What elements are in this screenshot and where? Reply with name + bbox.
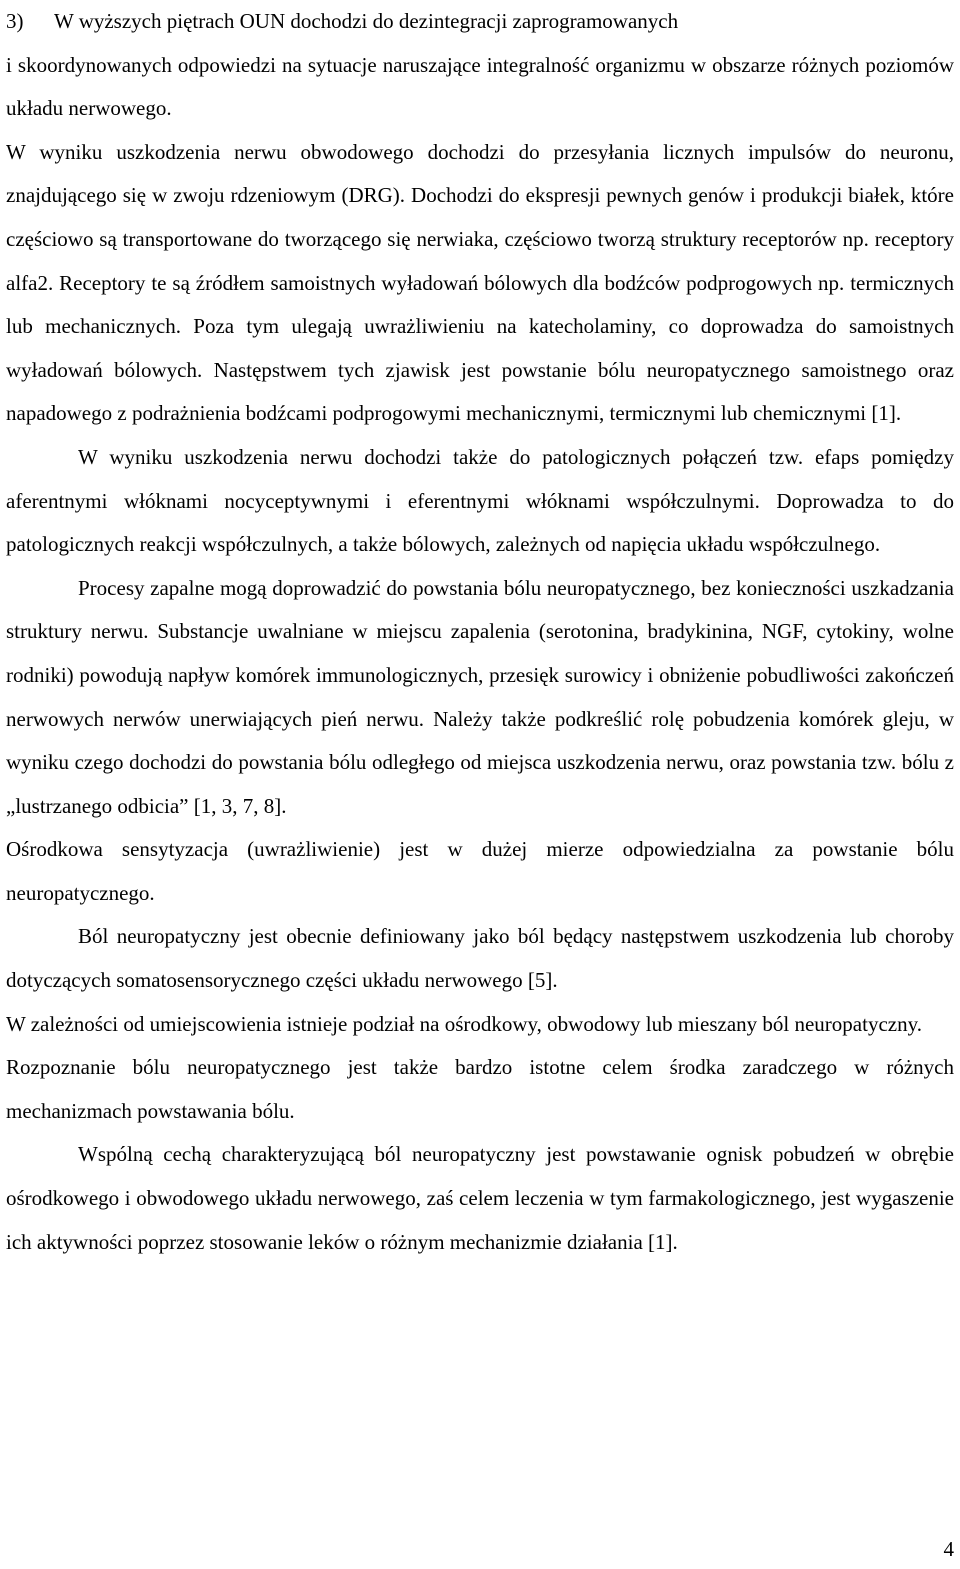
list-item-continuation: i skoordynowanych odpowiedzi na sytuacje naruszające integralność organizmu w obszarze różnych poziomów układu nerwowego. [6, 52, 954, 121]
list-item-first-line: W wyższych piętrach OUN dochodzi do dezintegracji zaprogramowanych [54, 9, 679, 33]
document-page [6, 0, 954, 1264]
paragraph-classification: W zależności od umiejscowienia istnieje podział na ośrodkowy, obwodowy lub mieszany ból neuropatyczny. [6, 1011, 922, 1036]
list-marker: 3) [6, 9, 24, 33]
paragraph-diagnosis: Rozpoznanie bólu neuropatycznego jest także bardzo istotne celem środka zaradczego w różnych mechanizmach powstawania bólu. [6, 1055, 954, 1123]
list-item-3 [6, 0, 954, 44]
page-number: 4 [943, 1537, 954, 1561]
paragraph-efaps: W wyniku uszkodzenia nerwu dochodzi także do patologicznych połączeń tzw. efaps pomiędzy aferentnymi włóknami nocyceptywnymi i eferentnymi włóknami współczulnymi. Doprowadza to do patologicznych reakcji współczulnych, a także bólowych, zależnych od napięcia układu współczulnego. [6, 444, 954, 557]
paragraph-nerve-injury: W wyniku uszkodzenia nerwu obwodowego dochodzi do przesyłania licznych impulsów do neuronu, znajdującego się w zwoju rdzeniowym (DRG). Dochodzi do ekspresji pewnych genów i produkcji białek, które częściowo są transportowane do tworzącego się nerwiaka, częściowo tworzą struktury receptorów np. receptory alfa2. Receptory te są źródłem samoistnych wyładowań bólowych dla bodźców podprogowych np. termicznych lub mechanicznych. Poza tym ulegają uwrażliwieniu na katecholaminy, co doprowadza do samoistnych wyładowań bólowych. Następstwem tych zjawisk jest powstanie bólu neuropatycznego samoistnego oraz napadowego z podrażnienia bodźcami podprogowymi mechanicznymi, termicznymi lub chemicznymi [1]. [6, 139, 954, 426]
paragraph-definition: Ból neuropatyczny jest obecnie definiowany jako ból będący następstwem uszkodzenia lub choroby dotyczących somatosensorycznego części układu nerwowego [5]. [6, 924, 954, 993]
paragraph-inflammation: Procesy zapalne mogą doprowadzić do powstania bólu neuropatycznego, bez konieczności uszkadzania struktury nerwu. Substancje uwalniane w miejscu zapalenia (serotonina, bradykinina, NGF, cytokiny, wolne rodniki) powodują napływ komórek immunologicznych, przesięk surowicy i obniżenie pobudliwości zakończeń nerwowych nerwów unerwiających pień nerwu. Należy także podkreślić rolę pobudzenia komórek gleju, w wyniku czego dochodzi do powstania bólu odległego od miejsca uszkodzenia nerwu, oraz powstania tzw. bólu z „lustrzanego odbicia” [1, 3, 7, 8]. [6, 575, 954, 818]
paragraph-common-feature: Wspólną cechą charakteryzującą ból neuropatyczny jest powstawanie ognisk pobudzeń w obrębie ośrodkowego i obwodowego układu nerwowego, zaś celem leczenia w tym farmakologicznego, jest wygaszenie ich aktywności poprzez stosowanie leków o różnym mechanizmie działania [1]. [6, 1142, 954, 1254]
paragraph-central-sensitization: Ośrodkowa sensytyzacja (uwrażliwienie) jest w dużej mierze odpowiedzialna za powstanie bólu neuropatycznego. [6, 837, 954, 905]
